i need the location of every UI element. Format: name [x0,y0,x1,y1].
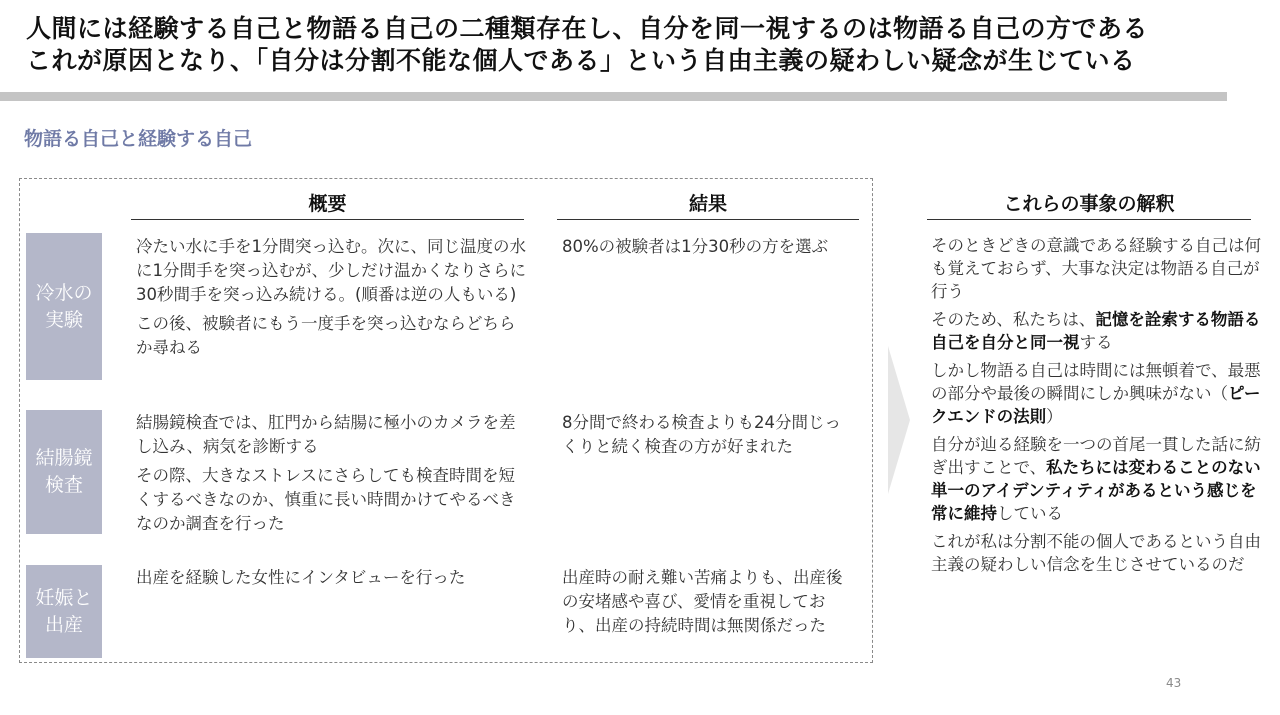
overview-text: 結腸鏡検査では、肛門から結腸に極小のカメラを差し込み、病気を診断する [136,413,516,456]
page-number: 43 [1166,676,1182,690]
title-line-2: これが原因となり、「自分は分割不能な個人である」という自由主義の疑わしい疑念が生じている [26,46,1136,75]
interpretation-paragraph-2 [931,308,1261,354]
interpretation-column [931,234,1261,581]
header-overview: 概要 [131,189,524,220]
row-label-colonoscopy [26,410,102,534]
title-line-1: 人間には経験する自己と物語る自己の二種類存在し、自分を同一視するのは物語る自己の方である [26,14,1149,43]
overview-cell-colonoscopy [136,411,526,541]
result-cell-colonoscopy: 8分間で終わる検査よりも24分間じっくりと続く検査の方が好まれた [562,413,841,456]
text-span: そのため、私たちは、 [931,310,1096,329]
overview-cell-cold-water [136,235,526,365]
text-span: している [997,504,1063,523]
row-label-cold-water [26,233,102,380]
row-label-line: 妊娠と [35,586,93,609]
bold-emphasis: 記憶を詮索する物語る自己を自分と同一視 [931,310,1261,352]
row-label-line: 出産 [44,613,83,636]
result-cell-childbirth: 出産時の耐え難い苦痛よりも、出産後の安堵感や喜び、愛情を重視しており、出産の持続時間は無関係だった [562,568,843,635]
interpretation-paragraph-5: これが私は分割不能の個人であるという自由主義の疑わしい信念を生じさせているのだ [931,532,1261,574]
text-span: ） [1046,407,1063,426]
overview-text: その際、大きなストレスにさらしても検査時間を短くするべきなのか、慎重に長い時間かけてやるべきなのか調査を行った [136,466,516,533]
row-label-line: 検査 [44,474,83,496]
header-result: 結果 [557,189,859,220]
chevron-right-arrow-icon [888,346,910,494]
text-span: 自分が辿る経験を一つの首尾一貫した話に紡ぎ出すことで、 [931,435,1261,477]
interpretation-paragraph-1: そのときどきの意識である経験する自己は何も覚えておらず、大事な決定は物語る自己が行う [931,236,1261,301]
bold-emphasis: 私たちには変わることのない単一のアイデンティティがあるという感じを常に維持 [931,458,1261,523]
interpretation-paragraph-4 [931,433,1261,525]
row-label-childbirth [26,565,102,658]
bold-emphasis: ピークエンドの法則 [931,384,1261,426]
text-span: する [1079,333,1113,352]
row-label-line: 実験 [44,308,83,331]
result-cell-cold-water: 80%の被験者は1分30秒の方を選ぶ [562,237,829,256]
row-label-line: 冷水の [35,281,93,304]
overview-text: 冷たい水に手を1分間突っ込む。次に、同じ温度の水に1分間手を突っ込むが、少しだけ温かくなりさらに30秒間手を突っ込み続ける。(順番は逆の人もいる) [136,237,526,304]
slide-title [26,13,1266,77]
title-divider-bar [0,92,1227,101]
text-span: しかし物語る自己は時間には無頓着で、最悪の部分や最後の瞬間にしか興味がない（ [931,361,1261,403]
header-interpretation: これらの事象の解釈 [927,189,1251,220]
interpretation-paragraph-3 [931,359,1261,428]
overview-text: この後、被験者にもう一度手を突っ込むならどちらか尋ねる [136,314,516,357]
row-label-line: 結腸鏡 [35,447,93,469]
section-subtitle: 物語る自己と経験する自己 [24,128,253,150]
overview-text: 出産を経験した女性にインタビューを行った [136,568,466,587]
overview-cell-childbirth [136,566,526,595]
